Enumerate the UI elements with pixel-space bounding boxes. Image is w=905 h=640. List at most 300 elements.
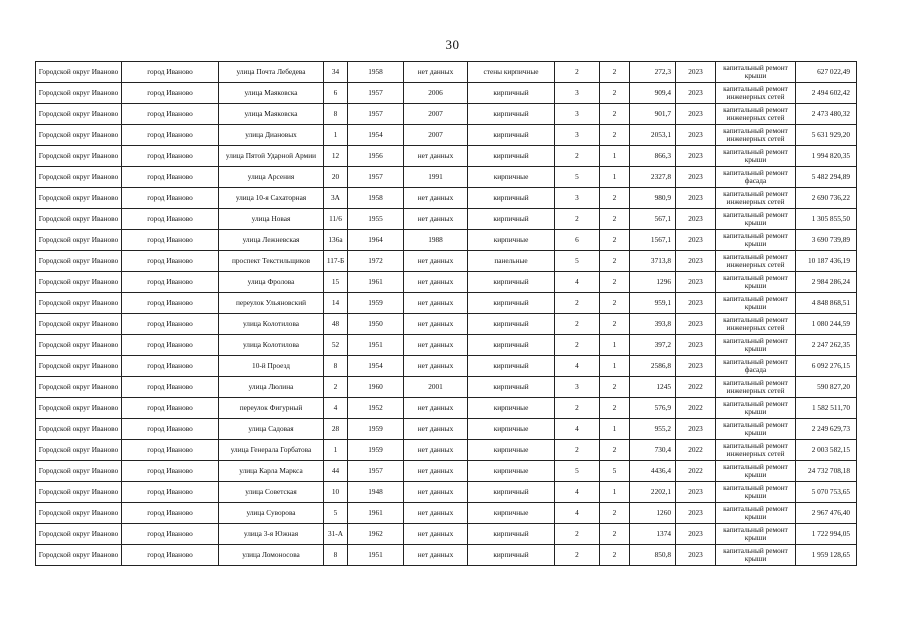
cell-year-renovated: нет данных xyxy=(404,398,468,419)
cell-floors: 3 xyxy=(555,83,600,104)
cell-work-type: капитальный ремонт крыши xyxy=(716,146,796,167)
cell-work-type: капитальный ремонт крыши xyxy=(716,398,796,419)
page-number: 30 xyxy=(445,37,460,52)
cell-street: улица Ломоносова xyxy=(219,545,324,566)
cell-work-type: капитальный ремонт инженерных сетей xyxy=(716,125,796,146)
cell-entrances: 2 xyxy=(600,188,630,209)
cell-cost: 1 080 244,59 xyxy=(796,314,857,335)
cell-wall-material: кирпичный xyxy=(468,377,555,398)
cell-municipality: Городской округ Иваново xyxy=(36,524,122,545)
cell-year-renovated: нет данных xyxy=(404,335,468,356)
cell-work-type: капитальный ремонт фасада xyxy=(716,356,796,377)
cell-year-renovated: 2007 xyxy=(404,125,468,146)
cell-floors: 4 xyxy=(555,419,600,440)
cell-wall-material: кирпичный xyxy=(468,83,555,104)
cell-plan-year: 2023 xyxy=(676,356,716,377)
cell-year-built: 1956 xyxy=(348,146,404,167)
cell-street: улица Лежневская xyxy=(219,230,324,251)
cell-year-built: 1958 xyxy=(348,188,404,209)
cell-street: улица Суворова xyxy=(219,503,324,524)
cell-plan-year: 2023 xyxy=(676,524,716,545)
cell-work-type: капитальный ремонт крыши xyxy=(716,461,796,482)
cell-area: 866,3 xyxy=(630,146,676,167)
cell-entrances: 2 xyxy=(600,293,630,314)
cell-area: 393,8 xyxy=(630,314,676,335)
table-row xyxy=(36,125,857,146)
table-row xyxy=(36,209,857,230)
cell-floors: 2 xyxy=(555,209,600,230)
cell-municipality: Городской округ Иваново xyxy=(36,335,122,356)
cell-cost: 3 690 739,89 xyxy=(796,230,857,251)
cell-year-renovated: нет данных xyxy=(404,503,468,524)
cell-year-renovated: нет данных xyxy=(404,356,468,377)
cell-street: улица Садовая xyxy=(219,419,324,440)
cell-cost: 590 827,20 xyxy=(796,377,857,398)
cell-street: улица 10-я Сахаторная xyxy=(219,188,324,209)
cell-entrances: 2 xyxy=(600,104,630,125)
cell-wall-material: кирпичные xyxy=(468,440,555,461)
cell-area: 959,1 xyxy=(630,293,676,314)
cell-settlement: город Иваново xyxy=(122,398,219,419)
cell-year-renovated: нет данных xyxy=(404,293,468,314)
cell-plan-year: 2023 xyxy=(676,125,716,146)
cell-floors: 2 xyxy=(555,524,600,545)
cell-area: 2327,8 xyxy=(630,167,676,188)
cell-plan-year: 2023 xyxy=(676,62,716,83)
cell-area: 980,9 xyxy=(630,188,676,209)
cell-work-type: капитальный ремонт крыши xyxy=(716,62,796,83)
cell-work-type: капитальный ремонт инженерных сетей xyxy=(716,377,796,398)
cell-settlement: город Иваново xyxy=(122,377,219,398)
cell-street: улица Колотилова xyxy=(219,335,324,356)
cell-plan-year: 2023 xyxy=(676,272,716,293)
cell-street: улица Почта Лебедева xyxy=(219,62,324,83)
cell-work-type: капитальный ремонт крыши xyxy=(716,545,796,566)
cell-municipality: Городской округ Иваново xyxy=(36,188,122,209)
cell-settlement: город Иваново xyxy=(122,545,219,566)
cell-house-number: 11/6 xyxy=(324,209,348,230)
cell-municipality: Городской округ Иваново xyxy=(36,419,122,440)
cell-settlement: город Иваново xyxy=(122,167,219,188)
cell-area: 1260 xyxy=(630,503,676,524)
cell-settlement: город Иваново xyxy=(122,293,219,314)
cell-settlement: город Иваново xyxy=(122,461,219,482)
cell-floors: 4 xyxy=(555,356,600,377)
cell-cost: 627 022,49 xyxy=(796,62,857,83)
cell-cost: 1 959 128,65 xyxy=(796,545,857,566)
cell-street: улица Генерала Горбатова xyxy=(219,440,324,461)
cell-street: улица Новая xyxy=(219,209,324,230)
table-row xyxy=(36,251,857,272)
cell-plan-year: 2023 xyxy=(676,188,716,209)
table-row xyxy=(36,482,857,503)
cell-work-type: капитальный ремонт инженерных сетей xyxy=(716,104,796,125)
cell-floors: 2 xyxy=(555,62,600,83)
cell-work-type: капитальный ремонт крыши xyxy=(716,419,796,440)
cell-house-number: 52 xyxy=(324,335,348,356)
cell-year-renovated: нет данных xyxy=(404,146,468,167)
cell-year-built: 1972 xyxy=(348,251,404,272)
cell-year-built: 1951 xyxy=(348,335,404,356)
cell-area: 3713,8 xyxy=(630,251,676,272)
cell-entrances: 1 xyxy=(600,482,630,503)
cell-settlement: город Иваново xyxy=(122,440,219,461)
cell-year-renovated: нет данных xyxy=(404,461,468,482)
cell-year-built: 1950 xyxy=(348,314,404,335)
cell-wall-material: кирпичные xyxy=(468,230,555,251)
cell-municipality: Городской округ Иваново xyxy=(36,398,122,419)
cell-area: 1567,1 xyxy=(630,230,676,251)
cell-work-type: капитальный ремонт крыши xyxy=(716,272,796,293)
cell-plan-year: 2023 xyxy=(676,209,716,230)
cell-plan-year: 2023 xyxy=(676,251,716,272)
cell-wall-material: кирпичные xyxy=(468,398,555,419)
cell-work-type: капитальный ремонт фасада xyxy=(716,167,796,188)
cell-floors: 4 xyxy=(555,503,600,524)
cell-cost: 2 984 286,24 xyxy=(796,272,857,293)
cell-entrances: 2 xyxy=(600,125,630,146)
cell-work-type: капитальный ремонт инженерных сетей xyxy=(716,314,796,335)
cell-floors: 3 xyxy=(555,377,600,398)
cell-plan-year: 2023 xyxy=(676,83,716,104)
cell-plan-year: 2023 xyxy=(676,104,716,125)
cell-year-built: 1948 xyxy=(348,482,404,503)
cell-street: улица Карла Маркса xyxy=(219,461,324,482)
cell-house-number: 15 xyxy=(324,272,348,293)
cell-entrances: 2 xyxy=(600,440,630,461)
cell-settlement: город Иваново xyxy=(122,230,219,251)
cell-house-number: 3А xyxy=(324,188,348,209)
cell-house-number: 8 xyxy=(324,356,348,377)
cell-municipality: Городской округ Иваново xyxy=(36,461,122,482)
cell-municipality: Городской округ Иваново xyxy=(36,146,122,167)
cell-house-number: 14 xyxy=(324,293,348,314)
cell-area: 397,2 xyxy=(630,335,676,356)
cell-floors: 6 xyxy=(555,230,600,251)
cell-plan-year: 2023 xyxy=(676,230,716,251)
cell-plan-year: 2023 xyxy=(676,293,716,314)
cell-year-built: 1959 xyxy=(348,440,404,461)
cell-house-number: 12 xyxy=(324,146,348,167)
cell-municipality: Городской округ Иваново xyxy=(36,167,122,188)
cell-entrances: 2 xyxy=(600,503,630,524)
cell-street: 10-й Проезд xyxy=(219,356,324,377)
cell-area: 850,8 xyxy=(630,545,676,566)
cell-floors: 2 xyxy=(555,146,600,167)
cell-floors: 2 xyxy=(555,440,600,461)
cell-work-type: капитальный ремонт крыши xyxy=(716,482,796,503)
cell-area: 2586,8 xyxy=(630,356,676,377)
table-row xyxy=(36,398,857,419)
cell-plan-year: 2022 xyxy=(676,440,716,461)
cell-work-type: капитальный ремонт крыши xyxy=(716,335,796,356)
cell-street: улица Арсения xyxy=(219,167,324,188)
table-row xyxy=(36,461,857,482)
cell-cost: 6 092 276,15 xyxy=(796,356,857,377)
cell-floors: 2 xyxy=(555,314,600,335)
cell-entrances: 2 xyxy=(600,230,630,251)
cell-house-number: 34 xyxy=(324,62,348,83)
cell-floors: 5 xyxy=(555,461,600,482)
cell-area: 272,3 xyxy=(630,62,676,83)
cell-wall-material: кирпичный xyxy=(468,125,555,146)
cell-house-number: 31-А xyxy=(324,524,348,545)
cell-wall-material: кирпичный xyxy=(468,293,555,314)
cell-entrances: 1 xyxy=(600,356,630,377)
cell-year-built: 1957 xyxy=(348,461,404,482)
table-row xyxy=(36,335,857,356)
table-row xyxy=(36,524,857,545)
cell-year-renovated: нет данных xyxy=(404,419,468,440)
cell-entrances: 2 xyxy=(600,251,630,272)
cell-area: 1374 xyxy=(630,524,676,545)
cell-year-built: 1957 xyxy=(348,167,404,188)
cell-wall-material: кирпичный xyxy=(468,146,555,167)
cell-wall-material: кирпичный xyxy=(468,188,555,209)
cell-settlement: город Иваново xyxy=(122,482,219,503)
cell-entrances: 2 xyxy=(600,398,630,419)
cell-wall-material: кирпичный xyxy=(468,209,555,230)
table-row xyxy=(36,272,857,293)
cell-street: переулок Ульяновский xyxy=(219,293,324,314)
cell-floors: 2 xyxy=(555,545,600,566)
cell-municipality: Городской округ Иваново xyxy=(36,314,122,335)
cell-plan-year: 2023 xyxy=(676,314,716,335)
cell-year-built: 1961 xyxy=(348,503,404,524)
cell-year-built: 1954 xyxy=(348,125,404,146)
cell-street: улица Люлина xyxy=(219,377,324,398)
cell-work-type: капитальный ремонт крыши xyxy=(716,230,796,251)
cell-work-type: капитальный ремонт инженерных сетей xyxy=(716,440,796,461)
cell-settlement: город Иваново xyxy=(122,62,219,83)
table-row xyxy=(36,167,857,188)
cell-settlement: город Иваново xyxy=(122,83,219,104)
cell-wall-material: кирпичный xyxy=(468,524,555,545)
cell-plan-year: 2023 xyxy=(676,146,716,167)
cell-year-built: 1961 xyxy=(348,272,404,293)
cell-house-number: 2 xyxy=(324,377,348,398)
cell-street: улица Колотилова xyxy=(219,314,324,335)
cell-floors: 3 xyxy=(555,125,600,146)
cell-municipality: Городской округ Иваново xyxy=(36,251,122,272)
cell-settlement: город Иваново xyxy=(122,503,219,524)
cell-cost: 2 249 629,73 xyxy=(796,419,857,440)
table-row xyxy=(36,230,857,251)
cell-cost: 4 848 868,51 xyxy=(796,293,857,314)
cell-year-built: 1955 xyxy=(348,209,404,230)
cell-year-renovated: 2001 xyxy=(404,377,468,398)
cell-floors: 2 xyxy=(555,293,600,314)
cell-house-number: 48 xyxy=(324,314,348,335)
cell-house-number: 10 xyxy=(324,482,348,503)
table-body xyxy=(36,62,857,566)
cell-entrances: 2 xyxy=(600,377,630,398)
cell-wall-material: панельные xyxy=(468,251,555,272)
cell-year-renovated: нет данных xyxy=(404,314,468,335)
cell-street: переулок Фигурный xyxy=(219,398,324,419)
cell-entrances: 1 xyxy=(600,419,630,440)
cell-wall-material: кирпичный xyxy=(468,356,555,377)
cell-settlement: город Иваново xyxy=(122,272,219,293)
cell-wall-material: стены кирпичные xyxy=(468,62,555,83)
cell-cost: 2 473 480,32 xyxy=(796,104,857,125)
cell-area: 1245 xyxy=(630,377,676,398)
cell-floors: 3 xyxy=(555,188,600,209)
cell-floors: 3 xyxy=(555,104,600,125)
cell-municipality: Городской округ Иваново xyxy=(36,377,122,398)
cell-work-type: капитальный ремонт инженерных сетей xyxy=(716,251,796,272)
cell-street: улица Диановых xyxy=(219,125,324,146)
cell-area: 901,7 xyxy=(630,104,676,125)
table-row xyxy=(36,83,857,104)
cell-cost: 10 187 436,19 xyxy=(796,251,857,272)
cell-cost: 1 582 511,70 xyxy=(796,398,857,419)
cell-work-type: капитальный ремонт крыши xyxy=(716,503,796,524)
cell-year-renovated: 2007 xyxy=(404,104,468,125)
cell-wall-material: кирпичный xyxy=(468,545,555,566)
cell-settlement: город Иваново xyxy=(122,356,219,377)
cell-year-renovated: 2006 xyxy=(404,83,468,104)
cell-work-type: капитальный ремонт крыши xyxy=(716,524,796,545)
table-row xyxy=(36,104,857,125)
cell-year-renovated: нет данных xyxy=(404,62,468,83)
cell-area: 909,4 xyxy=(630,83,676,104)
cell-settlement: город Иваново xyxy=(122,335,219,356)
cell-area: 955,2 xyxy=(630,419,676,440)
cell-entrances: 1 xyxy=(600,335,630,356)
cell-house-number: 1 xyxy=(324,125,348,146)
cell-year-built: 1957 xyxy=(348,83,404,104)
cell-municipality: Городской округ Иваново xyxy=(36,62,122,83)
cell-year-built: 1964 xyxy=(348,230,404,251)
cell-municipality: Городской округ Иваново xyxy=(36,503,122,524)
cell-house-number: 28 xyxy=(324,419,348,440)
cell-plan-year: 2023 xyxy=(676,503,716,524)
table-row xyxy=(36,377,857,398)
cell-house-number: 4 xyxy=(324,398,348,419)
cell-year-renovated: нет данных xyxy=(404,524,468,545)
cell-municipality: Городской округ Иваново xyxy=(36,293,122,314)
cell-cost: 2 003 582,15 xyxy=(796,440,857,461)
table-row xyxy=(36,62,857,83)
cell-year-built: 1958 xyxy=(348,62,404,83)
cell-floors: 4 xyxy=(555,272,600,293)
cell-year-renovated: 1991 xyxy=(404,167,468,188)
table-row xyxy=(36,545,857,566)
cell-settlement: город Иваново xyxy=(122,146,219,167)
cell-house-number: 136а xyxy=(324,230,348,251)
cell-wall-material: кирпичный xyxy=(468,335,555,356)
cell-wall-material: кирпичные xyxy=(468,419,555,440)
cell-settlement: город Иваново xyxy=(122,251,219,272)
cell-work-type: капитальный ремонт крыши xyxy=(716,293,796,314)
cell-settlement: город Иваново xyxy=(122,209,219,230)
cell-plan-year: 2023 xyxy=(676,335,716,356)
cell-house-number: 6 xyxy=(324,83,348,104)
cell-cost: 2 494 602,42 xyxy=(796,83,857,104)
cell-house-number: 1 xyxy=(324,440,348,461)
cell-floors: 4 xyxy=(555,482,600,503)
cell-year-renovated: 1988 xyxy=(404,230,468,251)
cell-year-built: 1962 xyxy=(348,524,404,545)
cell-house-number: 5 xyxy=(324,503,348,524)
cell-year-built: 1960 xyxy=(348,377,404,398)
cell-street: проспект Текстильщиков xyxy=(219,251,324,272)
cell-plan-year: 2023 xyxy=(676,482,716,503)
cell-floors: 5 xyxy=(555,251,600,272)
cell-settlement: город Иваново xyxy=(122,125,219,146)
cell-plan-year: 2022 xyxy=(676,377,716,398)
cell-plan-year: 2023 xyxy=(676,545,716,566)
cell-entrances: 2 xyxy=(600,83,630,104)
cell-cost: 24 732 708,18 xyxy=(796,461,857,482)
cell-municipality: Городской округ Иваново xyxy=(36,272,122,293)
cell-work-type: капитальный ремонт инженерных сетей xyxy=(716,188,796,209)
cell-year-renovated: нет данных xyxy=(404,209,468,230)
cell-entrances: 2 xyxy=(600,272,630,293)
cell-work-type: капитальный ремонт инженерных сетей xyxy=(716,83,796,104)
cell-floors: 2 xyxy=(555,398,600,419)
cell-house-number: 20 xyxy=(324,167,348,188)
cell-plan-year: 2022 xyxy=(676,461,716,482)
cell-plan-year: 2023 xyxy=(676,167,716,188)
table-row xyxy=(36,146,857,167)
cell-settlement: город Иваново xyxy=(122,314,219,335)
cell-house-number: 117-Б xyxy=(324,251,348,272)
cell-wall-material: кирпичный xyxy=(468,314,555,335)
cell-area: 2202,1 xyxy=(630,482,676,503)
cell-municipality: Городской округ Иваново xyxy=(36,104,122,125)
cell-wall-material: кирпичный xyxy=(468,272,555,293)
cell-plan-year: 2022 xyxy=(676,398,716,419)
cell-municipality: Городской округ Иваново xyxy=(36,545,122,566)
cell-floors: 2 xyxy=(555,335,600,356)
cell-wall-material: кирпичный xyxy=(468,482,555,503)
cell-year-built: 1957 xyxy=(348,104,404,125)
cell-year-renovated: нет данных xyxy=(404,188,468,209)
cell-municipality: Городской округ Иваново xyxy=(36,83,122,104)
table-row xyxy=(36,503,857,524)
cell-area: 1296 xyxy=(630,272,676,293)
cell-cost: 5 070 753,65 xyxy=(796,482,857,503)
cell-municipality: Городской округ Иваново xyxy=(36,440,122,461)
cell-area: 4436,4 xyxy=(630,461,676,482)
cell-year-built: 1959 xyxy=(348,419,404,440)
cell-year-renovated: нет данных xyxy=(404,545,468,566)
cell-entrances: 2 xyxy=(600,209,630,230)
cell-municipality: Городской округ Иваново xyxy=(36,482,122,503)
cell-house-number: 8 xyxy=(324,545,348,566)
cell-settlement: город Иваново xyxy=(122,188,219,209)
cell-entrances: 1 xyxy=(600,146,630,167)
housing-repair-table xyxy=(35,61,857,566)
cell-municipality: Городской округ Иваново xyxy=(36,209,122,230)
cell-cost: 1 994 820,35 xyxy=(796,146,857,167)
table-row xyxy=(36,419,857,440)
cell-cost: 5 631 929,20 xyxy=(796,125,857,146)
cell-area: 730,4 xyxy=(630,440,676,461)
cell-year-built: 1952 xyxy=(348,398,404,419)
cell-cost: 5 482 294,89 xyxy=(796,167,857,188)
cell-cost: 2 967 476,40 xyxy=(796,503,857,524)
cell-wall-material: кирпичные xyxy=(468,461,555,482)
cell-year-built: 1951 xyxy=(348,545,404,566)
cell-cost: 1 722 994,05 xyxy=(796,524,857,545)
cell-entrances: 2 xyxy=(600,545,630,566)
cell-municipality: Городской округ Иваново xyxy=(36,230,122,251)
table-row xyxy=(36,440,857,461)
cell-area: 2053,1 xyxy=(630,125,676,146)
